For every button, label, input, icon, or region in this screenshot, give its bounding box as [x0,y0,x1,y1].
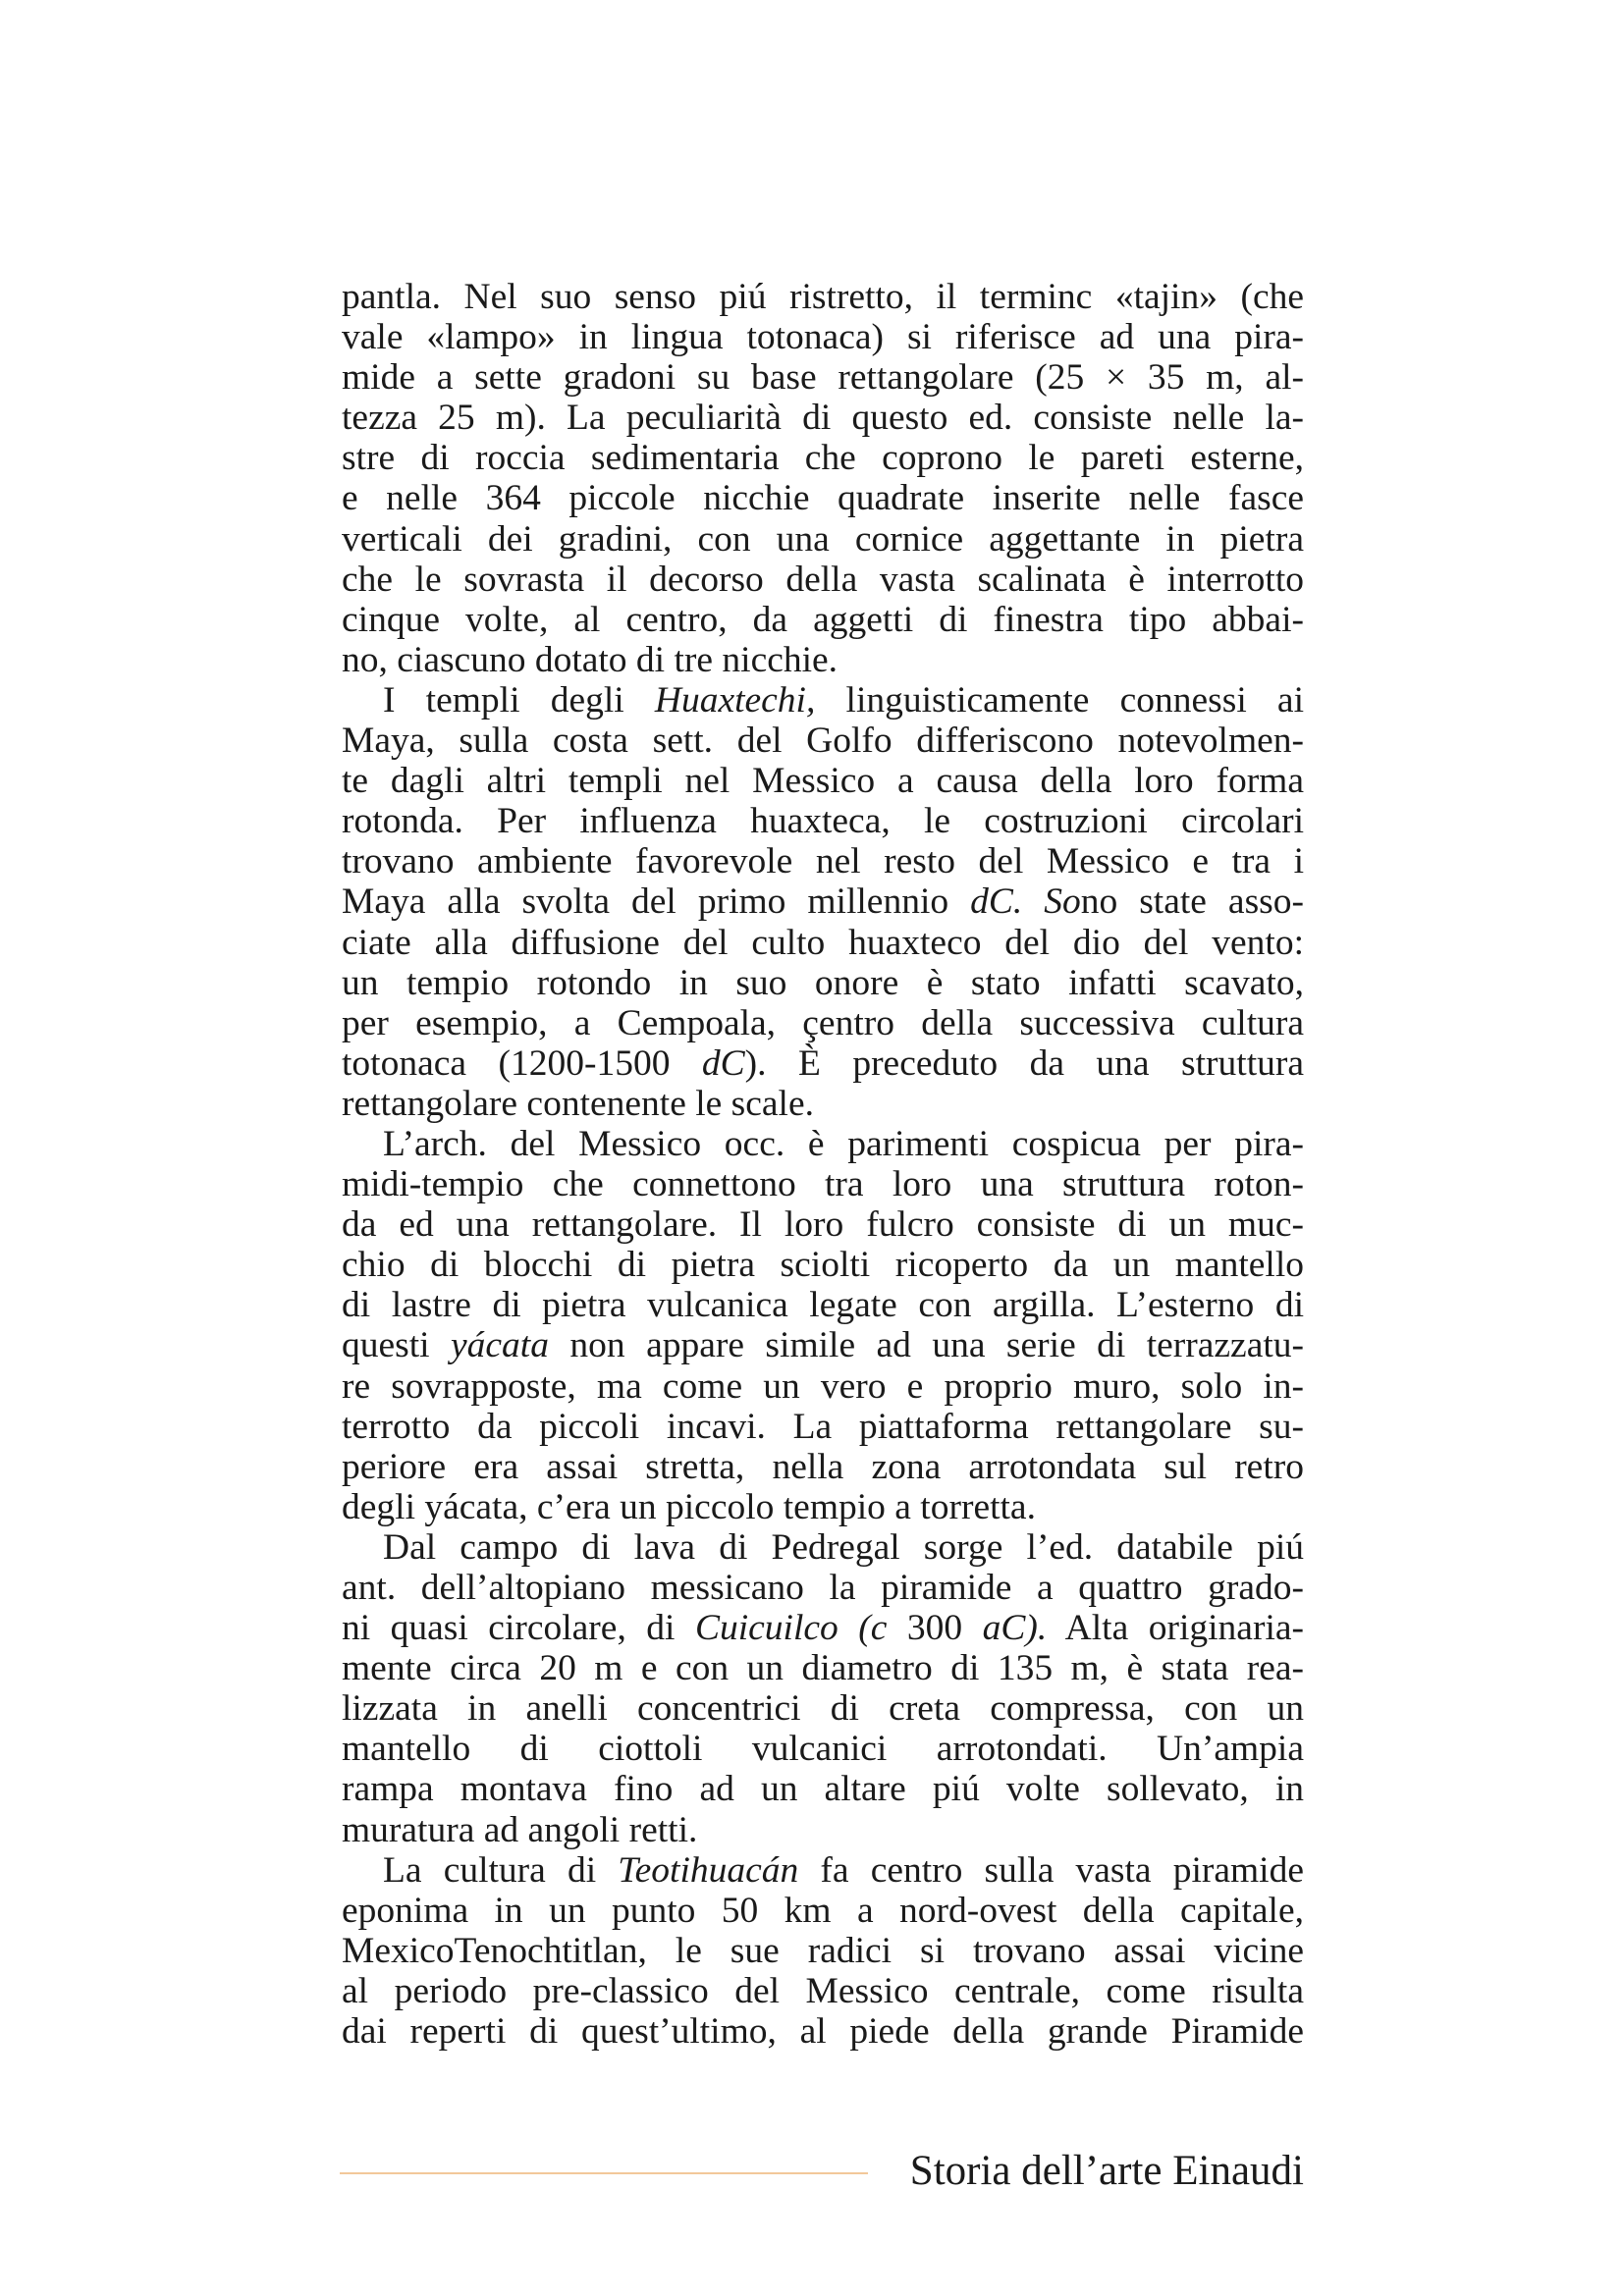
text-line: rettangolare contenente le scale. [342,1083,814,1124]
text-line: mantello di ciottoli vulcanici arrotondati. Un’ampia [342,1729,1304,1770]
footer-title: Storia dell’arte Einaudi [909,2148,1304,2194]
text-line: trovano ambiente favorevole nel resto del Messico e tra i [342,841,1304,882]
text-line: totonaca (1200-1500 dC). È preceduto da una struttura [342,1042,1304,1084]
text-line: ciate alla diffusione del culto huaxteco del dio del vento: [342,922,1304,963]
text-line: mente circa 20 m e con un diametro di 135 m, è stata rea- [342,1648,1304,1689]
text-line: te dagli altri templi nel Messico a causa della loro forma [342,761,1304,802]
text-line: terrotto da piccoli incavi. La piattaforma rettangolare su- [342,1406,1304,1447]
text-line: rotonda. Per influenza huaxteca, le costruzioni circolari [342,801,1304,842]
text-line: lizzata in anelli concentrici di creta compressa, con un [342,1688,1304,1730]
text-line: chio di blocchi di pietra sciolti ricoperto da un mantello [342,1245,1304,1286]
text-line: MexicoTenochtitlan, le sue radici si trovano assai vicine [342,1930,1304,1971]
text-line: midi-tempio che connettono tra loro una struttura roton- [342,1164,1304,1205]
text-line: ni quasi circolare, di Cuicuilco (c 300 aC). Alta originaria- [342,1608,1304,1649]
body-text [342,277,1304,2052]
text-line: muratura ad angoli retti. [342,1809,698,1850]
text-line: stre di roccia sedimentaria che coprono le pareti esterne, [342,438,1304,479]
text-line: Maya alla svolta del primo millennio dC. Sono state asso- [342,881,1304,923]
text-line: eponima in un punto 50 km a nord-ovest della capitale, [342,1890,1304,1931]
text-line: pantla. Nel suo senso piú ristretto, il terminc «tajin» (che [342,277,1304,317]
text-line: periore era assai stretta, nella zona arrotondata sul retro [342,1446,1304,1487]
text-line: cinque volte, al centro, da aggetti di finestra tipo abbai- [342,599,1304,640]
footer-rule [340,2172,868,2174]
text-line: La cultura di Teotihuacán fa centro sulla vasta piramide [383,1849,1304,1891]
text-line: un tempio rotondo in suo onore è stato infatti scavato, [342,962,1304,1003]
text-line: per esempio, a Cempoala, çentro della successiva cultura [342,1002,1304,1043]
text-line: L’arch. del Messico occ. è parimenti cospicua per pira- [383,1123,1304,1164]
text-line: tezza 25 m). La peculiarità di questo ed. consiste nelle la- [342,398,1304,439]
text-line: rampa montava fino ad un altare piú volte sollevato, in [342,1769,1304,1810]
text-line: e nelle 364 piccole nicchie quadrate inserite nelle fasce [342,478,1304,519]
text-line: da ed una rettangolare. Il loro fulcro consiste di un muc- [342,1204,1304,1246]
text-line: Maya, sulla costa sett. del Golfo differiscono notevolmen- [342,721,1304,762]
text-line: ant. dell’altopiano messicano la piramide a quattro grado- [342,1568,1304,1608]
text-line: al periodo pre-classico del Messico centrale, come risulta [342,1970,1304,2011]
text-line: che le sovrasta il decorso della vasta scalinata è interrotto [342,559,1304,600]
text-line: no, ciascuno dotato di tre nicchie. [342,639,839,680]
text-line: verticali dei gradini, con una cornice aggettante in pietra [342,518,1304,560]
text-line: Dal campo di lava di Pedregal sorge l’ed. databile piú [383,1526,1304,1568]
text-line: mide a sette gradoni su base rettangolare (25 × 35 m, al- [342,357,1304,399]
text-line: vale «lampo» in lingua totonaca) si riferisce ad una pira- [342,317,1304,358]
text-line: degli yácata, c’era un piccolo tempio a torretta. [342,1486,1036,1527]
text-line: di lastre di pietra vulcanica legate con argilla. L’esterno di [342,1285,1304,1326]
text-line: re sovrapposte, ma come un vero e proprio muro, solo in- [342,1365,1304,1407]
text-line: dai reperti di quest’ultimo, al piede della grande Piramide [342,2011,1304,2053]
text-line: I templi degli Huaxtechi, linguisticamente connessi ai [383,679,1304,721]
text-line: questi yácata non appare simile ad una serie di terrazzatu- [342,1325,1305,1366]
